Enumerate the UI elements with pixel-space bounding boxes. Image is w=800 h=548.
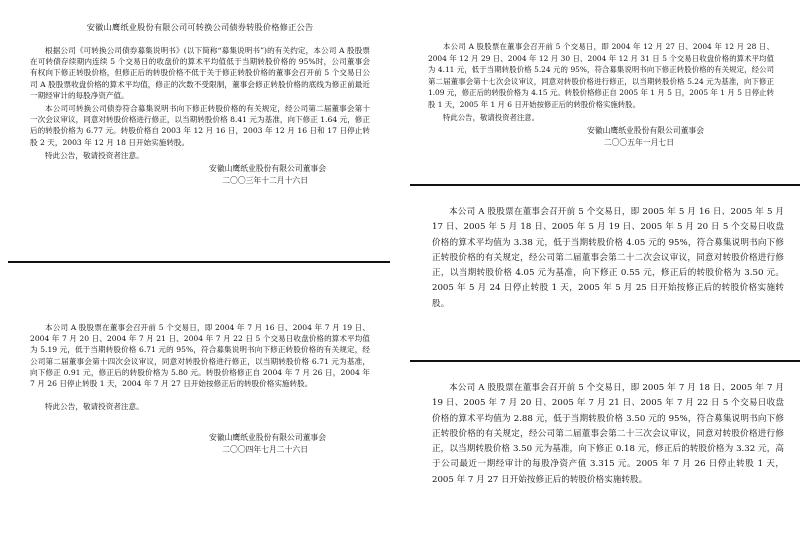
notice-title: 安徽山鹰纸业股份有限公司可转换公司债券转股价格修正公告 — [86, 22, 314, 32]
notice-2005-jan — [428, 41, 774, 149]
notice-paragraph: 特此公告，敬请投资者注意。 — [45, 150, 144, 160]
notice-paragraph: 本公司可转换公司债券符合募集说明书向下修正转股价格的有关规定，经公司第二届董事会第十一次会议审议，同意对转股价格进行修正，以当期转股价格 8.41 元为基准，向下修正 1.64 元，修正后的转股价格为 6.77 元。转股价格自 2003 年 12 月 16 日，2003 年 12 月 16 日和 17 日停止转股 2 天，2003 年 12 月 18 日开始实施转股。 — [30, 104, 370, 147]
signature-date: 二〇〇五年一月七日 — [603, 138, 674, 148]
signature-date: 二〇〇四年七月二十六日 — [222, 445, 308, 455]
divider-line — [8, 261, 390, 263]
notice-paragraph: 特此公告，敬请投资者注意。 — [45, 402, 144, 412]
signature-org: 安徽山鹰纸业股份有限公司董事会 — [209, 164, 326, 174]
signature-date: 二〇〇三年十二月十六日 — [222, 176, 308, 186]
divider-line — [410, 360, 800, 362]
divider-line — [410, 184, 800, 186]
signature-org: 安徽山鹰纸业股份有限公司董事会 — [587, 126, 704, 136]
notice-2004 — [30, 322, 370, 456]
signature-org: 安徽山鹰纸业股份有限公司董事会 — [209, 433, 326, 443]
notice-2005-jul — [432, 381, 784, 488]
notice-2005-may — [432, 205, 784, 312]
notice-2003 — [30, 22, 370, 187]
notice-paragraph: 本公司 A 股股票在董事会召开前 5 个交易日，即 2005 年 5 月 16 日、2005 年 5 月 17 日、2005 年 5 月 18 日、2005 年 5 月 19 日、2005 年 5 月 20 日 5 个交易日收盘价格的算术平均值为 3.38 元，低于当期转股价格 4.05 元的 95%，符合募集说明书向下修正转股价格的有关规定，经公司第二届董事会第二十二次会议审议，同意对转股价格进行修正，以当期转股价格 4.05 元为基准，向下修正 0.55 元，修正后的转股价格为 3.50 元。2005 年 5 月 24 日停止转股 1 天，2005 年 5 月 25 日开始按修正后的转股价格实施转股。 — [432, 207, 784, 309]
notice-paragraph: 本公司 A 股股票在董事会召开前 5 个交易日，即 2004 年 7 月 16 日、2004 年 7 月 19 日、2004 年 7 月 20 日、2004 年 7 月 21 日、2004 年 7 月 22 日 5 个交易日收盘价格的算术平均值为 5.19 元，低于当期转股价格 6.71 元的 95%，符合募集说明书向下修正转股价格的有关规定，经公司第二届董事会第十四次会议审议，同意对转股价格进行修正，以当期转股价格 6.71 元为基准，向下修正 0.91 元，修正后的转股价格为 5.80 元。转股价格修正自 2004 年 7 月 26 日，2004 年 7 月 26 日停止转股 1 天，2004 年 7 月 27 日开始按修正后的转股价格实施转股。 — [30, 323, 370, 389]
notice-paragraph: 本公司 A 股股票在董事会召开前 5 个交易日，即 2005 年 7 月 18 日、2005 年 7 月 19 日、2005 年 7 月 20 日、2005 年 7 月 21 日、2005 年 7 月 22 日 5 个交易日收盘价格的算术平均值为 2.88 元，低于当期转股价格 3.50 元的 95%，符合募集说明书向下修正转股价格的有关规定，经公司第二届董事会第二十三次会议审议，同意对转股价格进行修正，以当期转股价格 3.50 元为基准，向下修正 0.18 元，修正后的转股价格为 3.32 元，高于公司最近一期经审计的每股净资产值 3.315 元。2005 年 7 月 26 日停止转股 1 天，2005 年 7 月 27 日开始按修正后的转股价格实施转股。 — [432, 383, 784, 485]
notice-paragraph: 特此公告，敬请投资者注意。 — [443, 112, 540, 122]
notice-paragraph: 根据公司《可转换公司债券募集说明书》(以下简称“募集说明书”)的有关约定，本公司 A 股股票在可转债存续期内连续 5 个交易日的收盘价的算术平均值低于当期转股价格的 95%时，公司董事会有权向下修正转股价格，但修正后的转股价格不低于关于修正转股价格的董事会召开前 5 个交易日公司 A 股股票收盘价格的算术平均值，修正的次数不受限制，董事会修正转股价格的底线为修正前最近一期经审计的每股净资产值。 — [30, 46, 370, 100]
notice-paragraph: 本公司 A 股股票在董事会召开前 5 个交易日，即 2004 年 12 月 27 日、2004 年 12 月 28 日、2004 年 12 月 29 日、2004 年 12 月 30 日、2004 年 12 月 31 日 5 个交易日收盘价格的算术平均值为 4.11 元，低于当期转股价格 5.24 元的 95%，符合募集说明书向下修正转股价格的有关规定，经公司第二届董事会第十七次会议审议，同意对转股价格进行修正，以当期转股价格 5.24 元为基准，向下修正 1.09 元，修正后的转股价格为 4.15 元。转股价格修正自 2005 年 1 月 5 日，2005 年 1 月 5 日停止转股 1 天，2005 年 1 月 6 日开始按修正后的转股价格实施转股。 — [428, 42, 774, 109]
